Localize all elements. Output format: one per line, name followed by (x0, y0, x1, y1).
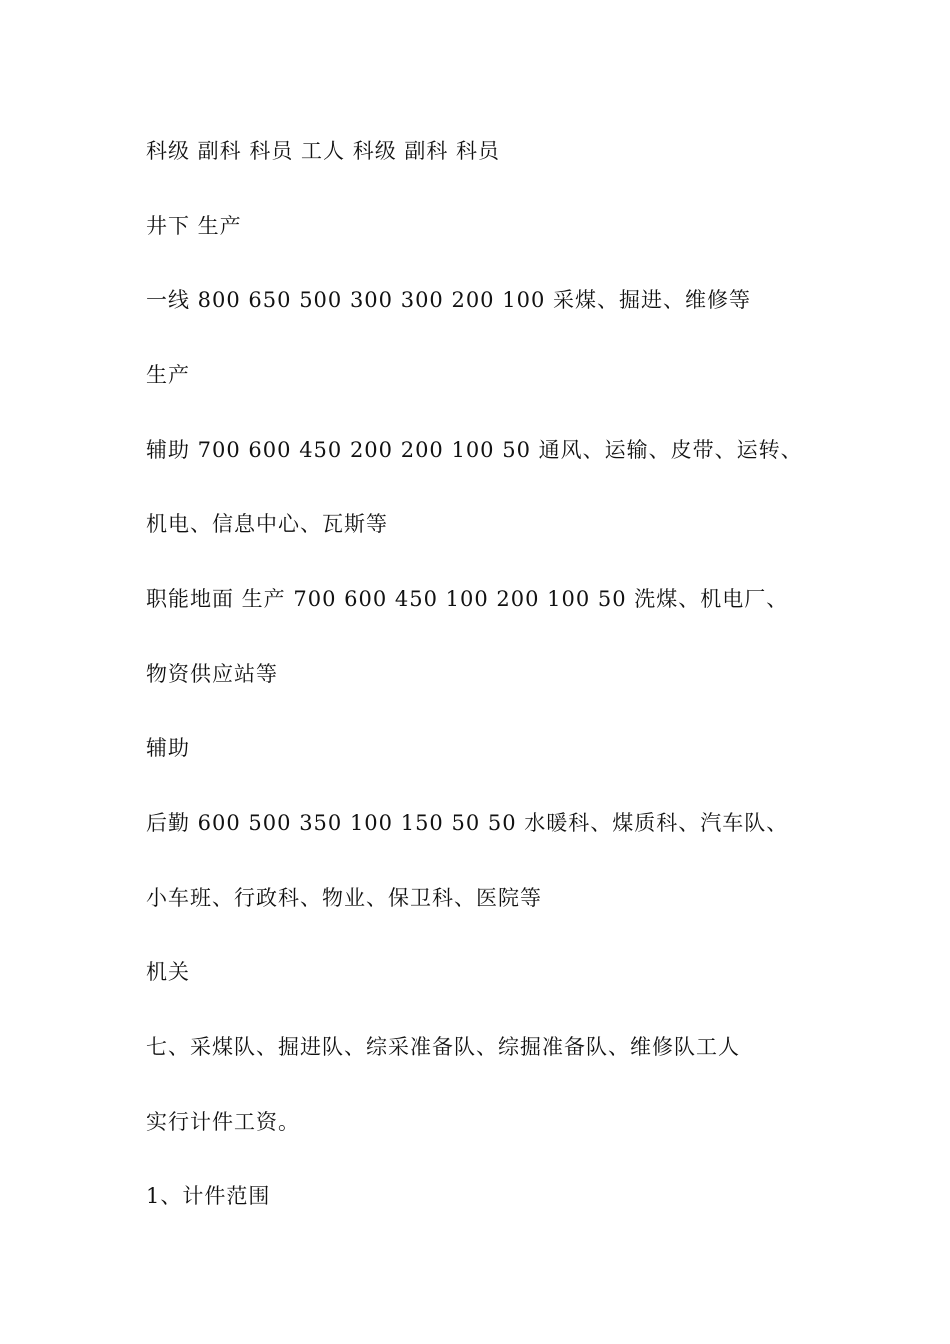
text-line-3: 一线 800 650 500 300 300 200 100 采煤、掘进、维修等 (146, 288, 751, 312)
text-line-1: 科级 副科 科员 工人 科级 副科 科员 (146, 139, 501, 163)
text-line-8: 物资供应站等 (146, 662, 278, 686)
text-line-15: 1、计件范围 (146, 1184, 271, 1208)
text-line-13: 七、采煤队、掘进队、综采准备队、综掘准备队、维修队工人 (146, 1035, 740, 1059)
text-line-12: 机关 (146, 960, 190, 984)
text-line-11: 小车班、行政科、物业、保卫科、医院等 (146, 886, 542, 910)
text-line-4: 生产 (146, 363, 190, 387)
text-line-7: 职能地面 生产 700 600 450 100 200 100 50 洗煤、机电厂、 (146, 587, 789, 611)
text-line-6: 机电、信息中心、瓦斯等 (146, 512, 388, 536)
text-line-2: 井下 生产 (146, 214, 242, 238)
text-line-5: 辅助 700 600 450 200 200 100 50 通风、运输、皮带、运转、 (146, 438, 803, 462)
text-line-10: 后勤 600 500 350 100 150 50 50 水暖科、煤质科、汽车队、 (146, 811, 789, 835)
text-line-14: 实行计件工资。 (146, 1110, 300, 1134)
text-line-9: 辅助 (146, 736, 190, 760)
